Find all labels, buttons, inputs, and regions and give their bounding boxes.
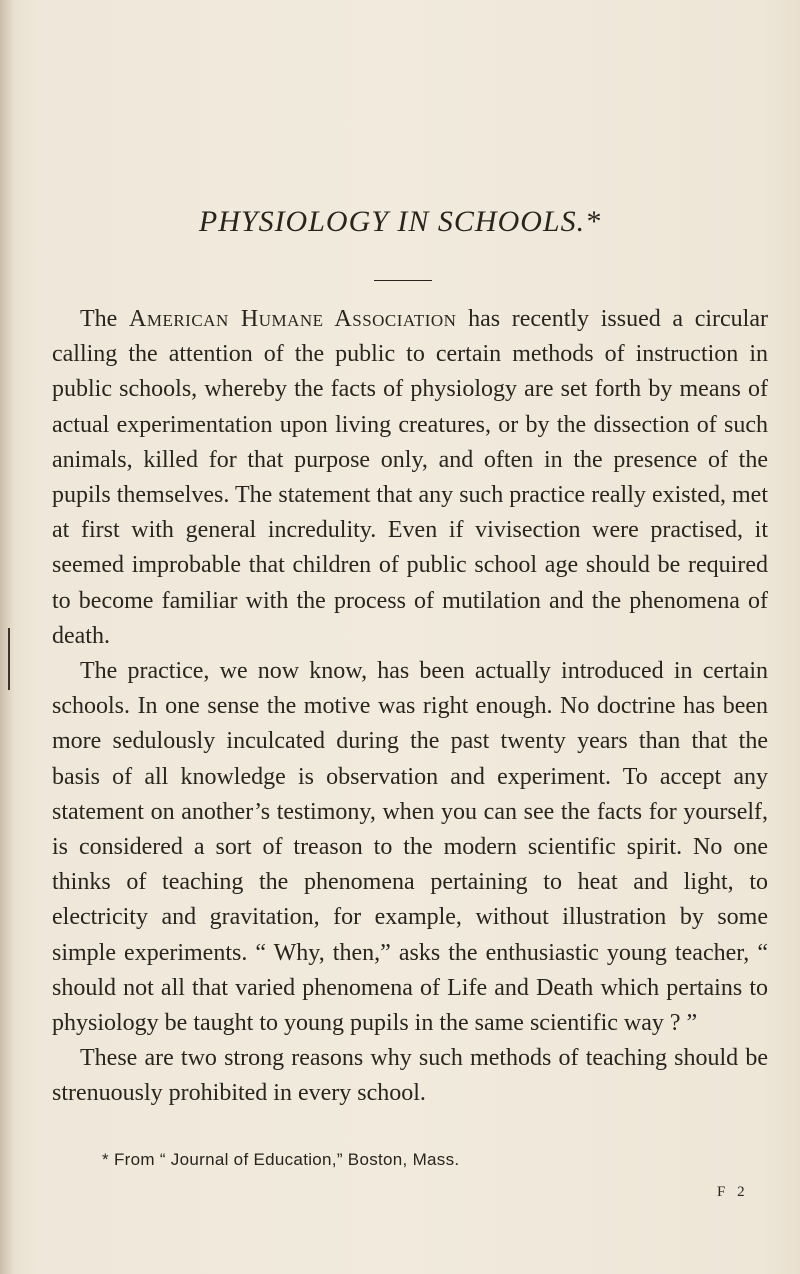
spine-shadow [0, 0, 14, 1274]
article-body [52, 302, 768, 1112]
margin-mark [8, 628, 10, 690]
paragraph-1-text: has recently issued a circular calling the attention of the public to certain methods of instruction in public schools, whereby the facts of physiology are set forth by means of actual experimentation upon living creatures, or by the dissection of such animals, killed for that purpose only, and often in the presence of the pupils themselves. The statement that any such practice really existed, met at first with general incredulity. Even if vivisection were practised, it seemed improbable that children of public school age should be required to become familiar with the process of mutilation and the phenomena of death. [52, 306, 768, 649]
paragraph-2: The practice, we now know, has been actually introduced in certain schools. In one sense the motive was right enough. No doctrine has been more sedulously inculcated during the past twenty years than that the basis of all knowledge is observation and experiment. To accept any statement on another’s testimony, when you can see the facts for yourself, is considered a sort of treason to the modern scientific spirit. No one thinks of teaching the phenomena pertaining to heat and light, to electricity and gravitation, for example, without illustration by some simple experiments. “ Why, then,” asks the enthusiastic young teacher, “ should not all that varied phenomena of Life and Death which pertains to physiology be taught to young pupils in the same scientific way ? ” [52, 658, 768, 1037]
footnote: * From “ Journal of Education,” Boston, Mass. [102, 1150, 460, 1169]
signature-mark: F 2 [717, 1184, 749, 1200]
title-rule [374, 280, 432, 281]
page-title: PHYSIOLOGY IN SCHOOLS.* [198, 205, 602, 238]
paragraph-1 [52, 302, 768, 654]
paragraph-3: These are two strong reasons why such methods of teaching should be strenuously prohibited in every school. [52, 1045, 768, 1107]
organization-name: American Humane Association [129, 306, 457, 332]
paragraph-1-lead: The [80, 306, 129, 332]
